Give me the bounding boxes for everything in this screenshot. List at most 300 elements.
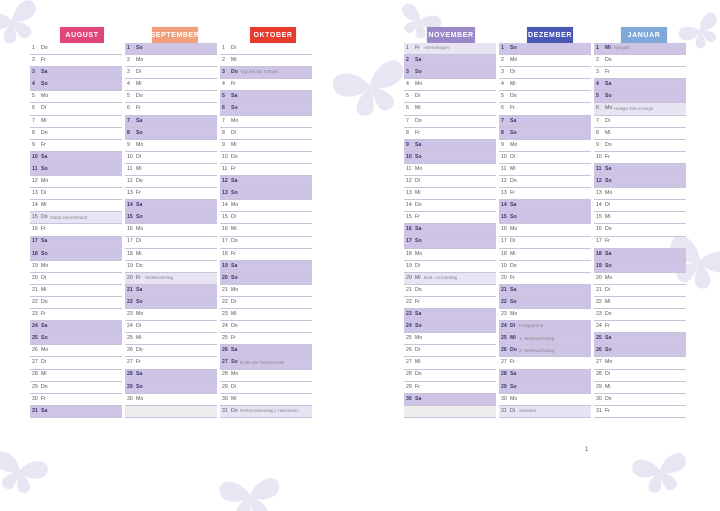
weekday-label: Di xyxy=(231,383,236,390)
day-row xyxy=(125,79,217,91)
day-row xyxy=(499,297,591,309)
day-number: 11 xyxy=(501,165,507,172)
weekday-label: Mi xyxy=(231,311,237,317)
day-number: 7 xyxy=(406,117,409,124)
day-row xyxy=(125,321,217,333)
weekday-label: Sa xyxy=(415,141,422,148)
day-row xyxy=(30,128,122,140)
weekday-label: So xyxy=(136,298,143,305)
day-number: 22 xyxy=(596,298,602,305)
day-row xyxy=(404,273,496,285)
day-number: 14 xyxy=(222,202,228,209)
weekday-label: So xyxy=(605,262,612,269)
day-row xyxy=(220,249,312,261)
day-row xyxy=(30,285,122,297)
day-number: 11 xyxy=(222,165,228,172)
weekday-label: Sa xyxy=(136,371,143,378)
weekday-label: Fr xyxy=(510,359,515,366)
day-number: 16 xyxy=(501,226,507,233)
day-row xyxy=(220,261,312,273)
day-row xyxy=(125,224,217,236)
weekday-label: Fr xyxy=(510,274,515,281)
day-row xyxy=(404,333,496,345)
day-number: 1 xyxy=(222,44,225,51)
day-number: 7 xyxy=(501,117,504,124)
weekday-label: Mo xyxy=(231,117,239,124)
weekday-label: So xyxy=(510,44,517,51)
weekday-label: Fr xyxy=(605,323,610,330)
day-row xyxy=(404,224,496,236)
weekday-label: Fr xyxy=(136,105,141,112)
weekday-label: Do xyxy=(605,395,612,402)
weekday-label: Sa xyxy=(605,250,612,257)
day-number: 28 xyxy=(32,371,38,378)
day-number: 17 xyxy=(596,238,602,245)
day-number: 16 xyxy=(127,226,133,233)
weekday-label: Mo xyxy=(415,81,423,88)
day-number: 16 xyxy=(596,226,602,233)
day-row xyxy=(30,394,122,406)
weekday-label: Fr xyxy=(605,69,610,76)
weekday-label: Do xyxy=(415,286,422,293)
day-row xyxy=(30,188,122,200)
day-number: 1 xyxy=(127,44,130,51)
day-row xyxy=(30,237,122,249)
weekday-label: Di xyxy=(231,129,236,136)
day-number: 27 xyxy=(406,359,412,366)
weekday-label: Di xyxy=(415,93,420,100)
day-row xyxy=(499,370,591,382)
weekday-label: So xyxy=(231,190,238,197)
holiday-note: Heiligabend xyxy=(519,324,544,329)
weekday-label: Mo xyxy=(510,395,518,402)
day-row xyxy=(30,176,122,188)
day-row xyxy=(594,333,686,345)
weekday-label: Do xyxy=(136,177,143,184)
holiday-note: Buß- und Bettag xyxy=(424,276,458,281)
weekday-label: Sa xyxy=(415,395,422,402)
weekday-label: So xyxy=(510,214,517,221)
day-number: 22 xyxy=(32,298,38,305)
weekday-label: So xyxy=(136,44,143,51)
weekday-label: Mo xyxy=(605,105,613,112)
weekday-label: Mi xyxy=(136,165,142,172)
weekday-label: Di xyxy=(136,323,141,330)
day-row xyxy=(220,297,312,309)
weekday-label: Mo xyxy=(415,335,423,342)
holiday-note: Neujahr xyxy=(614,46,631,51)
day-row xyxy=(594,128,686,140)
weekday-label: Mo xyxy=(231,286,239,293)
day-row xyxy=(594,382,686,394)
day-number: 5 xyxy=(406,93,409,100)
day-row xyxy=(404,91,496,103)
day-number: 21 xyxy=(596,286,602,293)
weekday-label: Sa xyxy=(415,226,422,233)
weekday-label: Mi xyxy=(41,202,47,209)
day-number: 25 xyxy=(501,335,507,342)
weekday-label: Sa xyxy=(510,286,517,293)
weekday-label: Mi xyxy=(510,81,516,88)
weekday-label: Di xyxy=(510,69,515,76)
day-row xyxy=(499,164,591,176)
weekday-label: So xyxy=(41,335,48,342)
day-number: 15 xyxy=(127,214,133,221)
day-number: 6 xyxy=(406,105,409,112)
day-row xyxy=(220,309,312,321)
day-row xyxy=(220,321,312,333)
day-row xyxy=(125,370,217,382)
page-number: 1 xyxy=(585,447,589,453)
day-row xyxy=(404,128,496,140)
day-row xyxy=(404,188,496,200)
day-row xyxy=(125,357,217,369)
weekday-label: Sa xyxy=(510,117,517,124)
day-number: 3 xyxy=(32,69,35,76)
day-row xyxy=(30,321,122,333)
weekday-label: Sa xyxy=(41,238,48,245)
weekday-label: So xyxy=(415,323,422,330)
day-number: 9 xyxy=(501,141,504,148)
day-number: 22 xyxy=(127,298,133,305)
day-row xyxy=(125,43,217,55)
day-number: 1 xyxy=(406,44,409,51)
day-row xyxy=(594,273,686,285)
weekday-label: Do xyxy=(231,323,238,330)
day-row xyxy=(220,55,312,67)
day-row xyxy=(594,176,686,188)
day-row xyxy=(220,67,312,79)
day-number: 30 xyxy=(501,395,507,402)
weekday-label: Fr xyxy=(41,226,46,233)
weekday-label: So xyxy=(231,359,238,366)
weekday-label: Fr xyxy=(605,238,610,245)
weekday-label: Di xyxy=(231,214,236,221)
day-number: 4 xyxy=(222,81,225,88)
day-row xyxy=(594,188,686,200)
butterfly-icon xyxy=(219,477,282,511)
day-row xyxy=(220,103,312,115)
day-row xyxy=(220,237,312,249)
day-number: 12 xyxy=(501,177,507,184)
day-number: 26 xyxy=(406,347,412,354)
day-row xyxy=(404,394,496,406)
day-row xyxy=(404,237,496,249)
weekday-label: Fr xyxy=(415,298,420,305)
weekday-label: Di xyxy=(231,298,236,305)
weekday-label: Do xyxy=(510,262,517,269)
weekday-label: Sa xyxy=(231,262,238,269)
weekday-label: So xyxy=(41,165,48,172)
weekday-label: So xyxy=(415,238,422,245)
day-number: 4 xyxy=(596,81,599,88)
day-row xyxy=(404,382,496,394)
holiday-note: Tag der Dt. Einheit xyxy=(240,70,278,75)
day-number: 2 xyxy=(222,57,225,64)
day-row xyxy=(499,333,591,345)
weekday-label: Mo xyxy=(605,190,613,197)
day-number: 25 xyxy=(222,335,228,342)
month-tag-oktober: OKTOBER xyxy=(250,27,296,43)
day-row xyxy=(594,297,686,309)
day-row xyxy=(499,345,591,357)
holiday-note: Mariä Himmelfahrt xyxy=(50,215,88,220)
day-number: 18 xyxy=(127,250,133,257)
day-row xyxy=(404,116,496,128)
weekday-label: So xyxy=(136,383,143,390)
weekday-label: Do xyxy=(415,117,422,124)
day-number: 14 xyxy=(32,202,38,209)
day-number: 27 xyxy=(596,359,602,366)
day-number: 3 xyxy=(127,69,130,76)
day-row xyxy=(30,103,122,115)
weekday-label: Mo xyxy=(136,57,144,64)
day-number: 31 xyxy=(596,407,602,414)
day-row xyxy=(30,55,122,67)
weekday-label: Fr xyxy=(231,81,236,88)
holiday-note: 1. Weihnachtstag xyxy=(519,336,555,341)
day-row xyxy=(30,406,122,418)
weekday-label: Do xyxy=(415,202,422,209)
day-row xyxy=(499,116,591,128)
day-number: 20 xyxy=(406,274,412,281)
day-number: 27 xyxy=(127,359,133,366)
day-number: 6 xyxy=(222,105,225,112)
day-number: 9 xyxy=(127,141,130,148)
day-number: 29 xyxy=(406,383,412,390)
day-row xyxy=(220,188,312,200)
day-row xyxy=(30,164,122,176)
weekday-label: Do xyxy=(415,371,422,378)
day-number: 12 xyxy=(596,177,602,184)
day-row xyxy=(594,406,686,418)
weekday-label: Do xyxy=(231,153,238,160)
day-row xyxy=(30,152,122,164)
day-number: 28 xyxy=(596,371,602,378)
day-row xyxy=(594,164,686,176)
day-row xyxy=(404,140,496,152)
day-number: 4 xyxy=(127,81,130,88)
weekday-label: Sa xyxy=(510,202,517,209)
weekday-label: Di xyxy=(605,286,610,293)
day-number: 23 xyxy=(501,311,507,317)
weekday-label: Mo xyxy=(510,141,518,148)
day-number: 24 xyxy=(406,323,412,330)
day-row xyxy=(499,128,591,140)
weekday-label: Sa xyxy=(41,69,48,76)
day-number: 19 xyxy=(501,262,507,269)
weekday-label: Fr xyxy=(41,141,46,148)
day-row xyxy=(125,188,217,200)
day-number: 19 xyxy=(32,262,38,269)
weekday-label: Mo xyxy=(136,226,144,233)
day-row xyxy=(30,333,122,345)
day-row xyxy=(125,345,217,357)
day-number: 19 xyxy=(406,262,412,269)
month-tag-november: NOVEMBER xyxy=(427,27,475,43)
day-number: 7 xyxy=(222,117,225,124)
weekday-label: Mo xyxy=(605,359,613,366)
day-number: 12 xyxy=(406,177,412,184)
day-row xyxy=(30,67,122,79)
day-row xyxy=(125,382,217,394)
day-number: 22 xyxy=(222,298,228,305)
day-number: 8 xyxy=(501,129,504,136)
day-row xyxy=(404,285,496,297)
day-number: 8 xyxy=(32,129,35,136)
day-number: 21 xyxy=(501,286,507,293)
day-row xyxy=(404,103,496,115)
day-number: 29 xyxy=(32,383,38,390)
day-row xyxy=(30,297,122,309)
day-number: 25 xyxy=(406,335,412,342)
day-row xyxy=(125,309,217,321)
weekday-label: Sa xyxy=(510,371,517,378)
day-row xyxy=(30,309,122,321)
day-row xyxy=(125,261,217,273)
weekday-label: Mo xyxy=(41,93,49,100)
holiday-note: Heilige Drei Könige xyxy=(614,106,654,111)
day-row xyxy=(125,212,217,224)
weekday-label: Fr xyxy=(231,165,236,172)
day-number: 9 xyxy=(222,141,225,148)
day-number: 30 xyxy=(32,395,38,402)
day-number: 26 xyxy=(596,347,602,354)
day-row xyxy=(499,43,591,55)
day-number: 26 xyxy=(222,347,228,354)
weekday-label: Fr xyxy=(231,250,236,257)
day-row xyxy=(404,55,496,67)
day-number: 4 xyxy=(501,81,504,88)
weekday-label: Do xyxy=(231,407,238,414)
day-row xyxy=(594,200,686,212)
day-row xyxy=(30,382,122,394)
day-number: 15 xyxy=(32,214,38,221)
weekday-label: Di xyxy=(136,238,141,245)
day-number: 13 xyxy=(127,190,133,197)
day-number: 2 xyxy=(127,57,130,64)
weekday-label: So xyxy=(41,250,48,257)
day-row xyxy=(594,91,686,103)
day-number: 17 xyxy=(127,238,133,245)
day-row xyxy=(220,345,312,357)
day-number: 20 xyxy=(596,274,602,281)
day-row xyxy=(125,176,217,188)
weekday-label: Mi xyxy=(41,117,47,124)
day-number: 19 xyxy=(596,262,602,269)
day-row xyxy=(594,140,686,152)
day-number: 18 xyxy=(32,250,38,257)
day-number: 5 xyxy=(596,93,599,100)
weekday-label: Mi xyxy=(136,335,142,342)
day-row xyxy=(594,67,686,79)
day-row xyxy=(30,79,122,91)
day-row xyxy=(499,55,591,67)
day-row xyxy=(499,261,591,273)
weekday-label: Di xyxy=(41,190,46,197)
weekday-label: Di xyxy=(605,117,610,124)
day-number: 17 xyxy=(32,238,38,245)
weekday-label: Mo xyxy=(41,177,49,184)
day-row xyxy=(404,249,496,261)
holiday-note: Ende der Sommerzeit xyxy=(240,360,285,365)
weekday-label: So xyxy=(605,347,612,354)
day-row xyxy=(220,406,312,418)
weekday-label: So xyxy=(510,383,517,390)
day-row xyxy=(499,249,591,261)
day-number: 9 xyxy=(596,141,599,148)
day-row xyxy=(594,212,686,224)
day-number: 3 xyxy=(501,69,504,76)
weekday-label: Fr xyxy=(41,57,46,64)
holiday-note: Silvester xyxy=(519,409,537,414)
day-row xyxy=(220,394,312,406)
weekday-label: Fr xyxy=(136,274,141,281)
day-number: 4 xyxy=(406,81,409,88)
day-row xyxy=(220,212,312,224)
day-row xyxy=(404,67,496,79)
day-row xyxy=(30,116,122,128)
day-number: 18 xyxy=(596,250,602,257)
day-row xyxy=(594,43,686,55)
month-column-januar xyxy=(594,43,686,418)
weekday-label: So xyxy=(231,105,238,112)
day-number: 14 xyxy=(501,202,507,209)
day-row xyxy=(125,249,217,261)
day-number: 10 xyxy=(596,153,602,160)
day-number: 23 xyxy=(222,311,228,317)
weekday-label: Fr xyxy=(605,407,610,414)
day-row xyxy=(499,321,591,333)
weekday-label: Mi xyxy=(41,286,47,293)
day-number: 9 xyxy=(32,141,35,148)
day-row xyxy=(220,176,312,188)
day-number: 24 xyxy=(501,323,507,330)
day-number: 22 xyxy=(501,298,507,305)
weekday-label: Di xyxy=(136,153,141,160)
day-number: 27 xyxy=(501,359,507,366)
weekday-label: Di xyxy=(510,323,516,330)
day-number: 14 xyxy=(596,202,602,209)
weekday-label: Do xyxy=(605,57,612,64)
weekday-label: Mi xyxy=(605,44,611,51)
day-number: 10 xyxy=(127,153,133,160)
day-row xyxy=(499,200,591,212)
day-number: 16 xyxy=(222,226,228,233)
day-row xyxy=(594,116,686,128)
day-number: 29 xyxy=(222,383,228,390)
day-number: 18 xyxy=(501,250,507,257)
day-number: 16 xyxy=(32,226,38,233)
day-row xyxy=(499,309,591,321)
weekday-label: Mi xyxy=(605,298,611,305)
day-number: 14 xyxy=(127,202,133,209)
day-row xyxy=(220,152,312,164)
day-number: 8 xyxy=(596,129,599,136)
weekday-label: Fr xyxy=(510,190,515,197)
weekday-label: Mi xyxy=(231,395,237,402)
weekday-label: Sa xyxy=(41,407,48,414)
day-number: 15 xyxy=(222,214,228,221)
day-row xyxy=(125,297,217,309)
weekday-label: Fr xyxy=(605,153,610,160)
day-number: 1 xyxy=(596,44,599,51)
day-row xyxy=(125,285,217,297)
day-number: 22 xyxy=(406,298,412,305)
day-number: 13 xyxy=(501,190,507,197)
day-row xyxy=(499,394,591,406)
day-row xyxy=(30,91,122,103)
